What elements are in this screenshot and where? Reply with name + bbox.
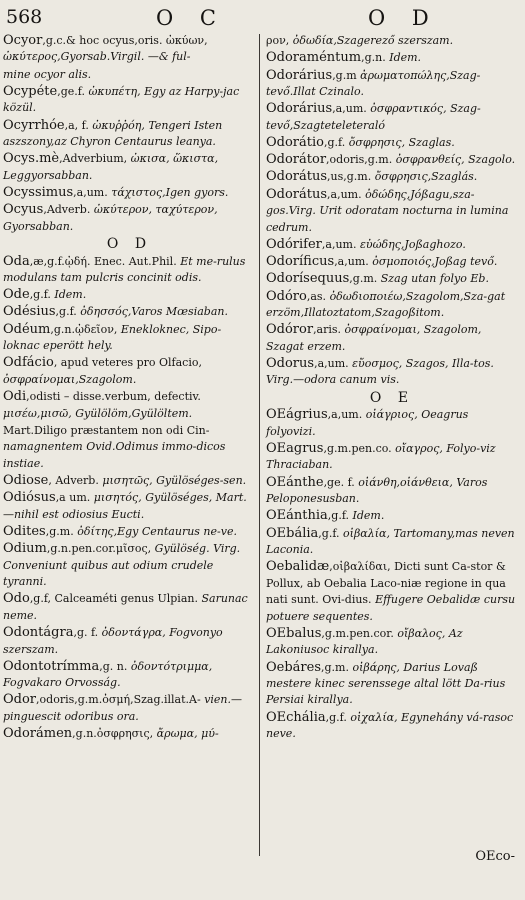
dictionary-entry xyxy=(266,475,518,508)
entry-text: ,g.m.pen.cor. xyxy=(321,626,394,640)
entry-text: ,g.f. xyxy=(325,710,347,724)
entry-text: ,odoris,g.m. xyxy=(326,153,393,167)
headword: OEchália xyxy=(266,709,326,725)
translation: Idem. xyxy=(389,51,422,65)
headword: Odorísequus xyxy=(266,271,350,287)
translation: ἄρωμα, μύ- xyxy=(156,727,219,741)
translation: οἴαγρος, Folyo-viz Thraciaban. xyxy=(266,441,496,472)
dictionary-entry xyxy=(3,322,256,355)
entry-text: ,g.n.pen.cor.μῖσος, xyxy=(46,542,152,556)
translation: Idem. xyxy=(352,509,385,523)
translation: οἰβαλία, Tartomany,mas neven Laconia. xyxy=(266,526,515,556)
entry-text: ,a,um. xyxy=(73,186,108,200)
translation: ὠκύτερος,Gyorsab.Virgil. —& ful- xyxy=(3,50,191,64)
headword: Odiose xyxy=(3,472,49,488)
section-heading: O E xyxy=(369,389,415,406)
entry-text: ,g. n. xyxy=(99,659,128,673)
translation: ὄσφρησις,Szaglás. xyxy=(374,170,478,184)
translation: Idem. xyxy=(54,288,87,302)
entry-text: Mart.Diligo præstantem non odi Cin- xyxy=(3,423,210,437)
entry-text: ,a,um. xyxy=(332,102,367,116)
translation: Gyülöség. Virg. Conveniunt quibus aut odium crudele tyranni. xyxy=(3,542,241,589)
headword: Ocyssimus xyxy=(3,185,74,201)
headword: Odorátio xyxy=(266,134,324,150)
dictionary-entry xyxy=(3,67,256,83)
translation: οἰχαλία, Egynehány vá-rasoc neve. xyxy=(266,710,514,741)
translation: ὀσφραντικός, Szag-tevő,Szagteteleteraló xyxy=(266,102,481,132)
dictionary-entry xyxy=(3,84,256,117)
translation: ὀσφραίνομαι, Szagolom, Szagat erzem. xyxy=(266,323,482,353)
headword: Ocys.mè xyxy=(3,151,60,167)
headword: Odéum xyxy=(3,321,51,337)
translation: τάχιστος,Igen gyors. xyxy=(111,186,229,200)
dictionary-entry xyxy=(266,152,518,168)
dictionary-entry xyxy=(266,237,518,253)
entry-text: ,οἰβαλίδαι, Dicti sunt Ca-stor & Pollux, ab Oebalia Laco-niæ regione in qua nati sunt. Ovi-dius. xyxy=(266,560,506,607)
headword: Ocypéte xyxy=(3,83,58,99)
translation: ὠκύτερον, ταχύτερον, Gyorsabban. xyxy=(3,203,218,233)
headword: Ocyor xyxy=(3,33,43,48)
headword: Odorámen xyxy=(3,726,73,742)
translation: ὀσφραίνομαι,Szagolom. xyxy=(3,372,137,386)
dictionary-entry xyxy=(3,304,256,320)
dictionary-entry xyxy=(3,591,256,624)
entry-text: ,g.f. xyxy=(318,526,340,540)
section-heading: O D xyxy=(106,236,153,253)
headword: Oebalidæ xyxy=(266,559,330,575)
entry-text: ,g.m. xyxy=(349,272,378,286)
dictionary-entry xyxy=(3,118,256,151)
headword: Odoríficus xyxy=(266,254,335,270)
entry-text: ,g.m. xyxy=(45,524,74,538)
dictionary-entry xyxy=(266,356,518,389)
headword: OEánthia xyxy=(266,508,328,524)
headword: Odorárius xyxy=(266,101,333,117)
catchword: OEco- xyxy=(475,849,515,864)
headword: Odorátus xyxy=(266,169,328,185)
translation: Sarunac neme. xyxy=(3,592,248,622)
headword: OEbalus xyxy=(266,625,322,641)
entry-text: ,Adverbium, xyxy=(59,152,128,166)
entry-text: ,odisti – disse.verbum, defectiv. xyxy=(26,390,201,404)
translation: οἰβάρης, Darius Lovaß mestere kinec serenssege altal lött Da-rius Persiai kirallya. xyxy=(266,660,506,707)
left-column xyxy=(3,33,256,743)
dictionary-entry xyxy=(3,389,256,422)
translation: ὀδοντότριμμα, Fogvakaro Orvosság. xyxy=(3,659,213,690)
entry-text: ,a, f. xyxy=(64,118,89,132)
dictionary-entry xyxy=(266,407,518,440)
entry-text: ρον, xyxy=(266,34,290,47)
translation: ὀδοντάγρα, Fogvonyo szerszam. xyxy=(3,626,223,656)
dictionary-entry xyxy=(3,490,256,523)
entry-text: ,g.n.ᾠδεῖον, xyxy=(50,322,118,336)
entry-text: , apud veteres pro Olfacio, xyxy=(53,356,202,370)
translation: Et me-rulus modulans tam pulcris concinit odis. xyxy=(3,254,246,284)
translation: οἴβαλος, Az Lakoniusoc kirallya. xyxy=(266,626,463,657)
right-running-head: O D xyxy=(368,6,439,30)
entry-text: ,g.f. xyxy=(323,135,346,149)
headword: OEágrius xyxy=(266,407,328,423)
entry-text: ,g. f. xyxy=(73,626,99,640)
headword: Odóro xyxy=(266,288,307,304)
headword: Odóror xyxy=(266,322,314,338)
headword: Ocyrrhóe xyxy=(3,117,65,133)
translation: ὀδησσός,Varos Mœsiaban. xyxy=(80,305,228,319)
dictionary-entry xyxy=(266,169,518,185)
entry-text: ,a,um. xyxy=(321,237,357,251)
page-number: 568 xyxy=(6,6,43,28)
headword: Odorátus xyxy=(266,186,328,202)
headword: Odontágra xyxy=(3,625,74,641)
translation: mine ocyor alis. xyxy=(3,67,92,81)
entry-text: ,g.f, Calceaméti genus Ulpian. xyxy=(29,592,198,606)
headword: Odontotrímma xyxy=(3,658,100,674)
entry-text: ,a,um. xyxy=(327,187,362,201)
entry-text: ,æ,g.f.ᾠδή. Enec. Aut.Phil. xyxy=(29,254,177,268)
entry-text: ,ge.f. xyxy=(57,84,85,98)
dictionary-entry xyxy=(266,254,518,270)
translation: μισέω,μισῶ, Gyülölöm,Gyülöltem. xyxy=(3,406,193,420)
translation: namagnentem Ovid.Odimus immo-dicos instiae. xyxy=(3,440,226,470)
headword: Odfácio xyxy=(3,355,54,371)
entry-text: ,g.n. xyxy=(361,51,386,65)
dictionary-entry xyxy=(3,692,256,725)
dictionary-entry xyxy=(266,187,518,236)
dictionary-entry xyxy=(266,33,518,49)
dictionary-entry xyxy=(266,322,518,355)
headword: Odorátor xyxy=(266,152,327,168)
translation: μισητῶς, Gyülöséges-sen. xyxy=(102,473,247,487)
headword: Ocyus xyxy=(3,202,44,218)
column-divider xyxy=(259,34,260,856)
headword: Odor xyxy=(3,692,37,708)
entry-text: ,g.c.& hoc ocyus,oris. ὠκύων, xyxy=(42,34,208,47)
entry-text: ,g.n.ὀσφρησις, xyxy=(72,727,154,741)
headword: Odorárius xyxy=(266,67,333,83)
headword: Odi xyxy=(3,389,27,405)
translation: εὔοσμος, Szagos, Illa-tos. Virg.—odora canum vis. xyxy=(266,356,494,387)
entry-text: ,a,um. xyxy=(314,356,349,370)
dictionary-entry xyxy=(266,271,518,287)
translation: ὀδώδης,Jóßagu,sza-gos.Virg. Urit odoratam nocturna in lumina cedrum. xyxy=(266,187,509,234)
dictionary-entry xyxy=(266,101,518,134)
headword: Ode xyxy=(3,287,30,303)
dictionary-entry xyxy=(3,185,256,201)
translation: Szag utan folyo Eb. xyxy=(380,272,489,286)
dictionary-entry xyxy=(266,50,518,66)
headword: Odo xyxy=(3,591,30,607)
translation: Enekloknec, Sipo-loknac eperött hely. xyxy=(3,322,222,353)
translation: οἰάγριος, Oeagrus folyovizi. xyxy=(266,408,469,438)
translation: ὀδωδία,Szagerező szerszam. xyxy=(292,34,454,47)
translation: ὀσφρανθείς, Szagolo. xyxy=(395,153,516,167)
entry-text: , Adverb. xyxy=(48,473,99,487)
dictionary-entry xyxy=(3,541,256,590)
headword: Odórifer xyxy=(266,236,322,252)
entry-text: ,g.m. xyxy=(321,660,349,674)
translation: οἰάνθη,οἰάνθεια, Varos Peloponesusban. xyxy=(266,475,488,506)
entry-text: ,g.f. xyxy=(327,509,349,523)
right-column xyxy=(266,33,518,743)
entry-text: ,Adverb. xyxy=(43,203,91,217)
dictionary-entry xyxy=(3,524,256,540)
dictionary-entry xyxy=(3,473,256,489)
dictionary-entry xyxy=(3,287,256,303)
translation: ὀσμοποιός,Joßag tevő. xyxy=(372,255,498,269)
translation: ὀδίτης,Egy Centaurus ne-ve. xyxy=(77,524,237,538)
dictionary-entry xyxy=(3,151,256,184)
entry-text: ,g.f. xyxy=(55,305,77,319)
headword: OEbália xyxy=(266,525,319,541)
dictionary-entry xyxy=(3,423,256,472)
dictionary-entry xyxy=(3,202,256,235)
translation: Effugere Oebalidæ cursu potuere sequentes. xyxy=(266,593,516,623)
translation: ὠκυπέτη, Egy az Harpy-jac közül. xyxy=(3,84,240,115)
translation: ὄσφρησις, Szaglas. xyxy=(348,135,455,149)
headword: Odium xyxy=(3,541,47,557)
running-header xyxy=(0,6,525,30)
dictionary-entry xyxy=(266,559,518,625)
dictionary-entry xyxy=(266,289,518,322)
dictionary-entry xyxy=(3,625,256,658)
dictionary-entry xyxy=(3,254,256,287)
dictionary-entry xyxy=(266,135,518,151)
translation: ὀδωδιοποιέω,Szagolom,Sza-gat erzöm,Illatoztatom,Szagoßitom. xyxy=(266,289,506,320)
dictionary-entry xyxy=(266,508,518,524)
dictionary-entry xyxy=(3,726,256,742)
headword: Odorus xyxy=(266,355,315,371)
translation: ἀρωματοπώλης,Szag-tevő.Illat Czinalo. xyxy=(266,68,481,98)
dictionary-entry xyxy=(3,33,256,66)
dictionary-entry xyxy=(266,441,518,474)
dictionary-entry xyxy=(266,526,518,559)
dictionary-entry xyxy=(266,660,518,709)
dictionary-entry xyxy=(266,626,518,659)
translation: μισητός, Gyülöséges, Mart.—nihil est odiosius Eucti. xyxy=(3,491,247,521)
entry-text: ,a,um. xyxy=(327,408,363,422)
entry-text: ,ge. f. xyxy=(323,475,355,489)
entry-text: ,as. xyxy=(306,289,327,303)
translation: ὠκυῤῥόη, Tengeri Isten aszszony,az Chyron Centaurus leanya. xyxy=(3,118,223,149)
entry-text: ,odoris,g.m.ὀσμή,Szag.illat.A- xyxy=(36,693,201,707)
headword: Odiósus xyxy=(3,490,56,506)
entry-text: ,g.m.pen.co. xyxy=(323,441,392,455)
dictionary-entry xyxy=(266,710,518,743)
headword: Odésius xyxy=(3,304,56,320)
headword: Oebáres xyxy=(266,659,322,675)
translation: ὠκισα, ὥκιστα, Leggyorsabban. xyxy=(3,152,219,182)
dictionary-entry xyxy=(266,68,518,101)
dictionary-entry xyxy=(3,355,256,388)
headword: Odoraméntum xyxy=(266,50,362,66)
entry-text: ,us,g.m. xyxy=(327,170,372,184)
entry-text: ,a,um. xyxy=(334,255,369,269)
headword: OEánthe xyxy=(266,474,324,490)
entry-text: ,aris. xyxy=(313,323,342,337)
entry-text: ,g.m xyxy=(332,68,357,82)
headword: Odites xyxy=(3,523,46,539)
headword: OEagrus xyxy=(266,440,324,456)
translation: εὐώδης,Joßaghozo. xyxy=(359,237,466,251)
left-running-head: O C xyxy=(156,6,226,30)
entry-text: ,g.f. xyxy=(29,288,51,302)
headword: Oda xyxy=(3,253,30,269)
translation: vien.—pinguescit odoribus ora. xyxy=(3,693,243,723)
dictionary-entry xyxy=(3,659,256,692)
entry-text: ,a um. xyxy=(55,491,91,505)
